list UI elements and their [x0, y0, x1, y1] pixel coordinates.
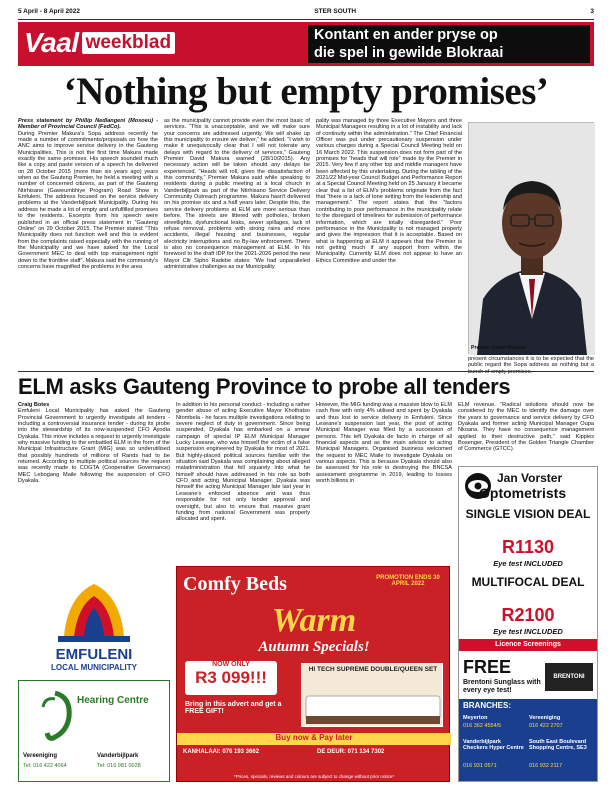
ear-icon: [25, 687, 75, 747]
photo-caption: Premier David Makura: [471, 345, 526, 351]
emfuleni-sub: LOCAL MUNICIPALITY: [51, 663, 137, 672]
article2-col4-text: ELM revenue. “Radical solutions should now be considered by the MEC to identify the damage over the years to governance and service delivery by CFO Dyakala and former acting Municipal Manager Oupa Nkoana. They have no consequence management applied to their destructive path,” said Kippies Bosenger, President of the Golden Triangle Chamber of Commerce (GTCC).: [458, 402, 594, 453]
comfy-beds-ad: [176, 566, 450, 782]
comfy-address-1: KANHALAAI: 076 193 3662: [183, 749, 260, 755]
jv-branch-4-tel: 016 932 2117: [529, 763, 563, 769]
masthead-banner: [18, 22, 594, 66]
section-name: STER SOUTH: [314, 8, 357, 15]
jv-brentoni-logo: BRENTONI: [545, 663, 593, 691]
hearing-tel-2: Tel: 016 981 0028: [97, 763, 141, 769]
premier-photo: [468, 122, 594, 354]
jv-free: FREE: [463, 657, 512, 677]
jv-branch-4: South East Boulevard Shopping Centre, SE3: [529, 739, 587, 751]
jv-included-2: Eye test INCLUDED: [493, 627, 563, 636]
comfy-footer: *Prices, specials, reviews and colours are subject to change without prior notice*: [233, 774, 395, 779]
page-header-line: [18, 8, 594, 20]
article1-col2-text: as the municipality cannot provide even the most basic of services. “This is unacceptable, and we will make sure your concerns are addressed urgently. We will shake up this municipality to ensure we deliver,” he added. “I wish to make it unequivocally clear that I will not tolerate any delays with regard to the delivery of services,” Gauteng Premier David Makura warned (28/10/2015). Any necessary action will be taken should any delays be experienced. “Heads will roll, given the dissatisfaction of this community,” Premier Makura said while speaking to residents during a public meeting at a local church in Vanderbijlpark as part of the Ntirhisano Service Delivery Community Outreach programme. Makura hasn't delivered on his promise six and a half years later. Despite this, the service delivery problems at ELM are more serious than before. The streets are littered with potholes, broken streetlights, dysfunctional leaks, sewer spillages, lack of refuse removal, problems with strong rains and more accidents, illegal housing and businesses, regular electricity interruptions and no By-law enforcement. There is also no consequence management at ELM. In his foreword to the draft IDP for the 2021-2026 period the new Mayor Cllr Sipho Radebe states: “We had unparalleled administrative challenges as our Municipality: [164, 118, 310, 270]
promo-line-2: die spel in gewilde Blokraai: [314, 45, 504, 61]
bed-image: [301, 663, 443, 727]
emfuleni-emblem: [18, 566, 170, 646]
comfy-price: R3 099!!!: [195, 668, 267, 687]
issue-date: 5 April - 8 April 2022: [18, 8, 81, 15]
article2-column-3: [316, 402, 452, 562]
jv-branch-1: Meyerton: [463, 715, 488, 721]
article1-column-3: [316, 118, 462, 366]
jv-price-1: R1130: [501, 537, 555, 557]
comfy-promo-dates: PROMOTION ENDS 30 APRIL 2022: [376, 575, 440, 587]
comfy-brand: Comfy Beds: [183, 573, 287, 595]
hearing-tel-1: Tel: 016 422 4064: [23, 763, 67, 769]
comfy-visit: Bring in this advert and get a FREE GIFT!: [185, 701, 282, 715]
emfuleni-logo-ad: [18, 566, 170, 678]
article1-column-1: [18, 118, 158, 366]
page-number: 3: [590, 8, 594, 15]
article2-column-4: [458, 402, 594, 464]
comfy-buy-now: Buy now & Pay later: [177, 733, 451, 745]
logo-weekblad: weekblad: [82, 32, 176, 54]
article1-col1-text: During Premier Makura's Sopa address recently he made a number of commitments/proposals on how the ANC aims to improve service delivery in the Gauteng Municipalities. This is not the first time Makura made exactly the same promises. His speech sounded much like a copy and paste version of a speech he delivered on 28 October 2015 (more than six years ago) years when as the Gauteng Premier, he held a meeting with a number of concerned citizens, as part of the Gauteng Ntirhisano (Gaweumbhiye Program) Road Show in Emfuleni. The address focused on the service delivery problems at the Vanderbijlpark Municipality. During his address he made a lot of empty and unfulfilled promises to the residents. Excerpts from his speech were published in an official press statement in “Gauteng Online” on 29 October 2015. The Premier stated: “This Municipality does not function well and this is evident from the complaints raised especially with the running of the Municipality and we have asked for the Local Government MEC to deal with top management right down to the frontline staff”. Makura said the community's concerns have magnified the problems in the area: [18, 130, 158, 270]
article2-column-2: [176, 402, 310, 562]
article1-column-2: [164, 118, 310, 366]
portrait-illustration: [469, 123, 595, 355]
comfy-warm: Warm: [271, 602, 357, 639]
emfuleni-name: EMFULENI: [55, 646, 133, 663]
article1-col3-text: pality was managed by three Executive Mayors and three Municipal Managers resulting in a lot of instability and lack of continuity within the administration.” The Chief Financial Officer was put under precautionary suspension under various charges during a Special Council Meeting held on 16 March 2022. This suspension does not form part of the promises for “heads that will role” made by the Premier in 2015. Very few if any other top and middle managers have been affected by this undertaking. During the tabling of the 2021/22 Mid-year Council Budget and Performance Report at a Special Council Meeting held on 25 January it became clear that a list of ELM's problems originate from the fact that “there is a lack of tone setting from the leadership and management.” The report states that the “factors contributing to poor performance in the municipality relate to the disregard of timelines for submission of performance information, which are totally disregarded.” Poor performance in the Municipality is not managed properly and gives the impression that it is acceptable. Based on what is happening at ELM it appears that the Premier is not getting much if any support from within the Municipality. Currently ELM does not appear to have an Ethics Committee and under the: [316, 118, 462, 264]
article1-column-4: [468, 356, 594, 370]
article2-byline: Craig Botes: [18, 402, 50, 408]
hearing-title: Hearing Centre: [77, 695, 149, 706]
logo-vaal: Vaal: [24, 27, 79, 58]
vaal-weekblad-logo: [24, 28, 175, 58]
jv-branches: [459, 699, 597, 781]
jv-deal-1: SINGLE VISION DEAL: [465, 507, 591, 521]
jv-branch-2: Vereeniging: [529, 715, 561, 721]
divider: [18, 371, 594, 372]
comfy-address-2: DE DEUR: 071 134 7302: [317, 749, 385, 755]
comfy-autumn: Autumn Specials!: [258, 639, 370, 655]
jv-included-1: Eye test INCLUDED: [493, 559, 563, 568]
jan-vorster-ad: [458, 466, 598, 782]
comfy-now-only: NOW ONLY: [212, 661, 250, 668]
article2-column-1: [18, 402, 170, 562]
jv-branch-3: Vanderbijlpark Checkers Hyper Centre: [463, 739, 524, 751]
hearing-branch-1: Vereeniging: [23, 753, 58, 759]
jv-free-desc: Brentoni Sunglass with every eye test!: [463, 679, 541, 694]
jv-deal-2: MULTIFOCAL DEAL: [471, 575, 585, 589]
comfy-price-box: [185, 661, 277, 695]
promo-line-1: Kontant en ander pryse op: [314, 27, 498, 43]
jv-price-2: R2100: [501, 605, 555, 625]
jv-branch-1-tel: 016 362 4554/5: [463, 723, 502, 729]
jv-name-2: Optometrists: [479, 485, 567, 501]
hearing-branch-2: Vanderbijlpark: [97, 753, 139, 759]
hearing-centre-ad: [18, 680, 170, 782]
promo-box: [308, 25, 590, 63]
comfy-bed-desc: HI TECH SUPREME DOUBLE/QUEEN SET: [308, 666, 438, 673]
bed-illustration: [302, 686, 444, 726]
article2-col2-text: In addition to his personal conduct - including a rather gender abuse of acting Executive Mayor Khothatso Ntombela - he faces multiple investigations relating to severe neglect of duty in government. Since being suspended, Dyakala has embarked on a smear campaign of special IP ELM Municipal Manager Lucky Leseane, who was himself the victim of a false suspension engineered by Dyakala for most of 2021. But highly-placed political sources familiar with the situation said Dyakala was complaining about alleged maladministration that fell squarely into what he himself should have addressed in his role as both CFO and acting Municipal Manager. Dyakala was himself the acting Municipal Manager late last year in Leseane's enforced absence and was thus responsible for not only tender approval and oversight, but also to ensure that massive grant funding from national Government was properly allocated and spent.: [176, 402, 310, 523]
main-headline: ‘Nothing but empty promises’: [63, 70, 549, 113]
article2-col1-text: Emfuleni Local Municipality has asked the Gauteng Provincial Government to urgently investigate all tenders - including a controversial insurance tender - during its probe into the stewardship of its now-suspended CFO Ayodia Dyakala. This move includes a request to urgently investigate why massive funding to the embattled ELM in the form of the Municipal Infrastructure Grant (MIG) was so underutilised that possibly hundreds of millions of Rands had to be returned. According to multiple political sources the request was recently made to COGTA (Cooperative Governance) MEC Lebogang Maile following the suspension of CFO Dyakala.: [18, 408, 170, 485]
second-headline: ELM asks Gauteng Province to probe all tenders: [18, 374, 511, 399]
article1-col4-text: present circumstances it is to be expected that the public regard the Sopa address as nothing but a: [468, 356, 594, 369]
jv-branch-3-tel: 016 931 0571: [463, 763, 497, 769]
jv-branches-label: BRANCHES:: [463, 701, 511, 710]
jv-licence: Licence Screenings: [459, 639, 597, 651]
jv-name-1: Jan Vorster: [497, 471, 563, 485]
article2-col3-text: However, the MIG funding was a massive blow to ELM cash flow with only 4% utilised and spent by Dyakala and thus lost to service delivery in Emfuleni. Since Leseane's suspension last year, the post of acting Municipal Manager was filled by a succession of persons. This left Dyakala de facto in charge of all financial aspects and as the main advisor to acting Municipal Managers. Organised business welcomed the request to MEC Maile to investigate Dyakala on various aspects. This is because Dyakala should also be assessed for his role in destroying the BNCSA assessment programme in 2019, leading to losses worth billions in: [316, 402, 452, 485]
jv-branch-2-tel: 016 422 2707: [529, 723, 563, 729]
article1-byline: Press statement by Phillip Nedlangeni (Mosoeu) - Member of Provincial Council (FedCo).: [18, 118, 158, 131]
